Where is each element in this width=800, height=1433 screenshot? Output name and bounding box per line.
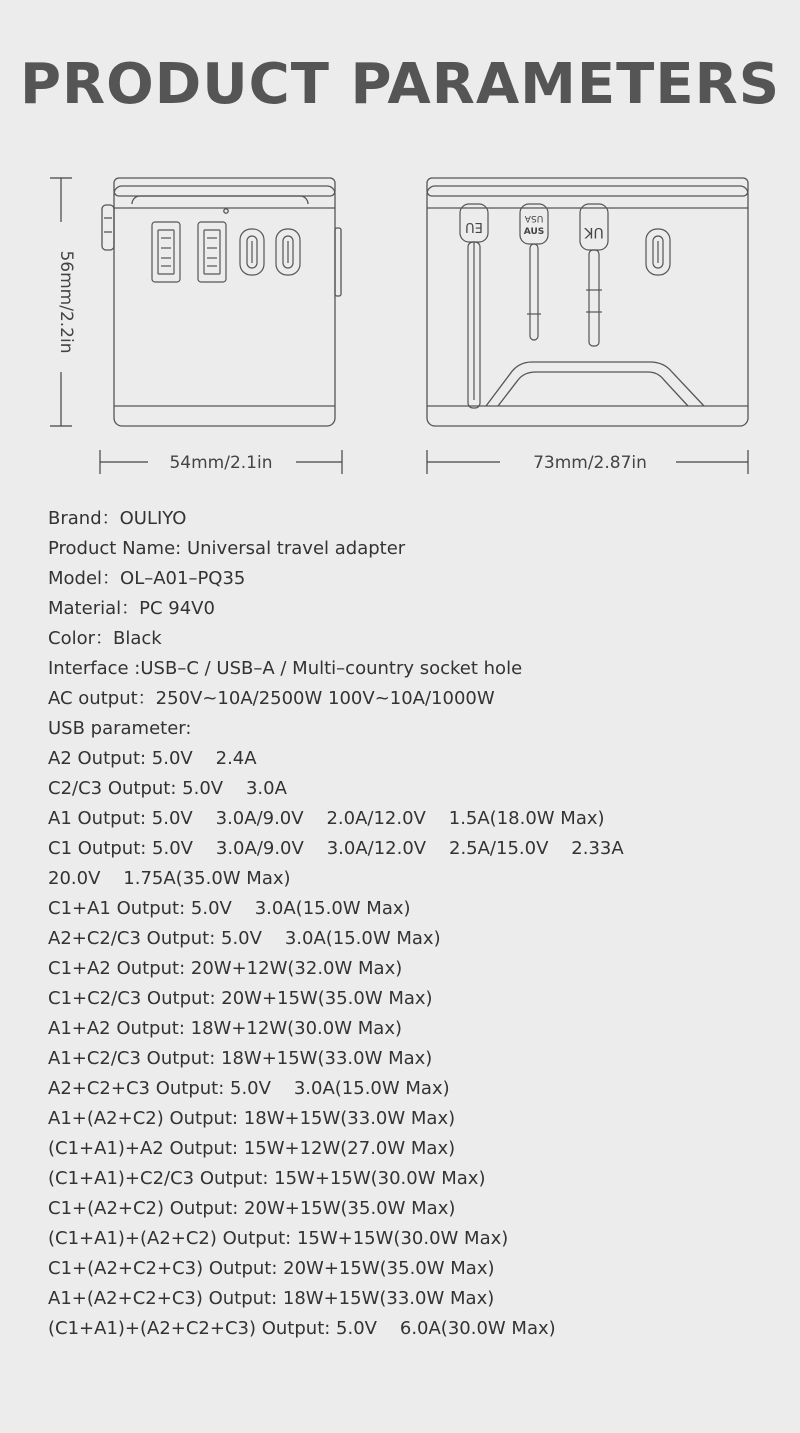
spec-brand: Brand：OULIYO — [48, 508, 187, 529]
uk-plug-label: UK — [584, 224, 604, 240]
spec-line: C1+(A2+C2) Output: 20W+15W(35.0W Max) — [48, 1198, 456, 1219]
spec-line: (C1+A1)+(A2+C2+C3) Output: 5.0V 6.0A(30.0W Max) — [48, 1318, 556, 1339]
usb-a-port-a2 — [198, 222, 226, 282]
spec-line: C1+A1 Output: 5.0V 3.0A(15.0W Max) — [48, 898, 411, 919]
spec-interface: Interface :USB–C / USB–A / Multi–country socket hole — [48, 658, 523, 679]
spec-line: (C1+A1)+A2 Output: 15W+12W(27.0W Max) — [48, 1138, 456, 1159]
spec-line: A1+(A2+C2) Output: 18W+15W(33.0W Max) — [48, 1108, 456, 1129]
usb-c-port-c1 — [240, 229, 264, 275]
side-view — [427, 178, 748, 426]
spec-line: C1+(A2+C2+C3) Output: 20W+15W(35.0W Max) — [48, 1258, 495, 1279]
usb-c-port-c3 — [646, 229, 670, 275]
usa-plug-label: USA — [524, 213, 544, 223]
spec-line: A2 Output: 5.0V 2.4A — [48, 748, 257, 769]
product-dimension-diagram — [0, 160, 800, 480]
spec-line: A1+A2 Output: 18W+12W(30.0W Max) — [48, 1018, 402, 1039]
usb-a-port-a1 — [152, 222, 180, 282]
spec-line: A2+C2/C3 Output: 5.0V 3.0A(15.0W Max) — [48, 928, 441, 949]
usb-c-port-c2 — [276, 229, 300, 275]
front-width-label: 54mm/2.1in — [169, 453, 273, 473]
spec-line: A2+C2+C3 Output: 5.0V 3.0A(15.0W Max) — [48, 1078, 450, 1099]
spec-line: (C1+A1)+(A2+C2) Output: 15W+15W(30.0W Max) — [48, 1228, 509, 1249]
aus-usa-plug-slider — [520, 204, 548, 340]
eu-plug-label: EU — [465, 219, 483, 234]
spec-line: 20.0V 1.75A(35.0W Max) — [48, 868, 291, 889]
spec-usb-parameter-heading: USB parameter: — [48, 718, 192, 739]
spec-line: A1+C2/C3 Output: 18W+15W(33.0W Max) — [48, 1048, 433, 1069]
height-label: 56mm/2.2in — [56, 250, 76, 354]
spec-color: Color：Black — [48, 628, 162, 649]
spec-ac-output: AC output：250V~10A/2500W 100V~10A/1000W — [48, 688, 495, 709]
side-width-label: 73mm/2.87in — [533, 453, 647, 473]
spec-list — [48, 504, 768, 1344]
spec-line: A1+(A2+C2+C3) Output: 18W+15W(33.0W Max) — [48, 1288, 495, 1309]
spec-line: C2/C3 Output: 5.0V 3.0A — [48, 778, 287, 799]
spec-line: (C1+A1)+C2/C3 Output: 15W+15W(30.0W Max) — [48, 1168, 486, 1189]
spec-line: C1 Output: 5.0V 3.0A/9.0V 3.0A/12.0V 2.5A/15.0V 2.33A — [48, 838, 624, 859]
spec-line: A1 Output: 5.0V 3.0A/9.0V 2.0A/12.0V 1.5A(18.0W Max) — [48, 808, 605, 829]
spec-line: C1+A2 Output: 20W+12W(32.0W Max) — [48, 958, 403, 979]
spec-model: Model：OL–A01–PQ35 — [48, 568, 246, 589]
spec-material: Material：PC 94V0 — [48, 598, 215, 619]
page-title: PRODUCT PARAMETERS — [19, 52, 781, 117]
aus-plug-label: AUS — [523, 227, 545, 237]
front-view — [102, 178, 341, 426]
spec-product-name: Product Name: Universal travel adapter — [48, 538, 406, 559]
spec-line: C1+C2/C3 Output: 20W+15W(35.0W Max) — [48, 988, 433, 1009]
